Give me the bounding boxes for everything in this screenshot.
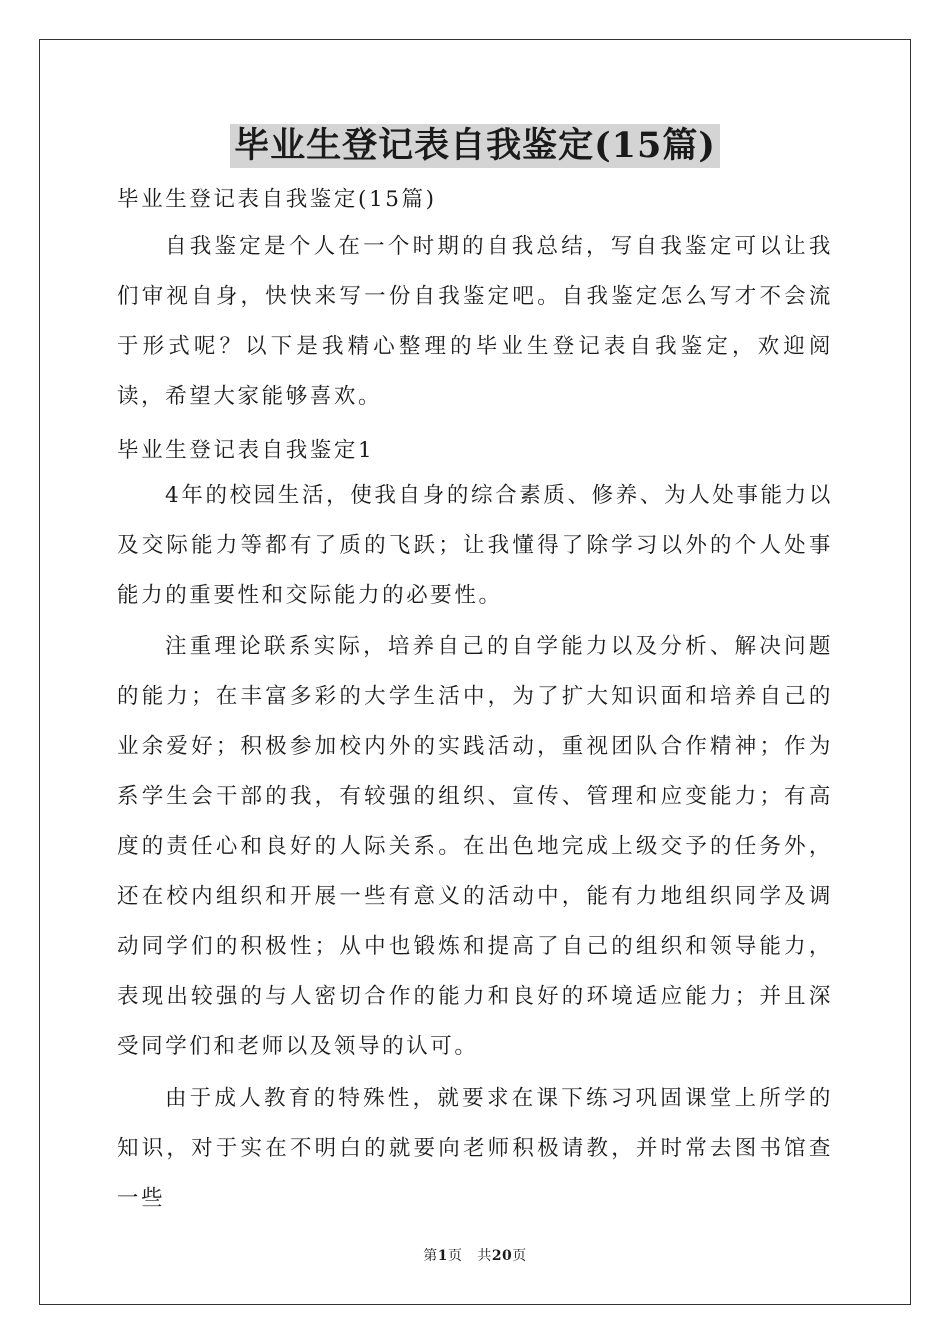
body-paragraph-1: 4年的校园生活，使我自身的综合素质、修养、为人处事能力以及交际能力等都有了质的飞跃；让我懂得了除学习以外的个人处事能力的重要性和交际能力的必要性。 — [117, 483, 833, 608]
document-title: 毕业生登记表自我鉴定(15篇) — [230, 124, 720, 168]
footer-page-number: 1 — [437, 1248, 448, 1264]
document-subtitle: 毕业生登记表自我鉴定(15篇) — [117, 187, 437, 212]
footer-total-suffix: 页 — [512, 1248, 527, 1264]
body-paragraph-3: 由于成人教育的特殊性，就要求在课下练习巩固课堂上所学的知识，对于实在不明白的就要向老师积极请教，并时常去图书馆查一些 — [117, 1086, 833, 1211]
paragraph-1-block — [117, 471, 833, 621]
paragraph-3-block — [117, 1074, 833, 1224]
paragraph-2-block — [117, 622, 833, 1072]
section-heading: 毕业生登记表自我鉴定1 — [117, 438, 375, 463]
intro-paragraph: 自我鉴定是个人在一个时期的自我总结，写自我鉴定可以让我们审视自身，快快来写一份自我鉴定吧。自我鉴定怎么写才不会流于形式呢？以下是我精心整理的毕业生登记表自我鉴定，欢迎阅读，希望大家能够喜欢。 — [117, 234, 833, 409]
body-paragraph-2: 注重理论联系实际，培养自己的自学能力以及分析、解决问题的能力；在丰富多彩的大学生活中，为了扩大知识面和培养自己的业余爱好；积极参加校内外的实践活动，重视团队合作精神；作为系学生会干部的我，有较强的组织、宣传、管理和应变能力；有高度的责任心和良好的人际关系。在出色地完成上级交予的任务外，还在校内组织和开展一些有意义的活动中，能有力地组织同学及调动同学们的积极性；从中也锻炼和提高了自己的组织和领导能力，表现出较强的与人密切合作的能力和良好的环境适应能力；并且深受同学们和老师以及领导的认可。 — [117, 634, 833, 1059]
footer-page-suffix: 页 — [447, 1248, 463, 1264]
intro-paragraph-block — [117, 222, 833, 422]
footer-total-prefix: 共 — [477, 1248, 492, 1264]
page-footer — [0, 1245, 950, 1265]
footer-total-pages: 20 — [491, 1248, 513, 1264]
title-wrap — [0, 124, 950, 168]
footer-page-prefix: 第 — [423, 1248, 438, 1264]
